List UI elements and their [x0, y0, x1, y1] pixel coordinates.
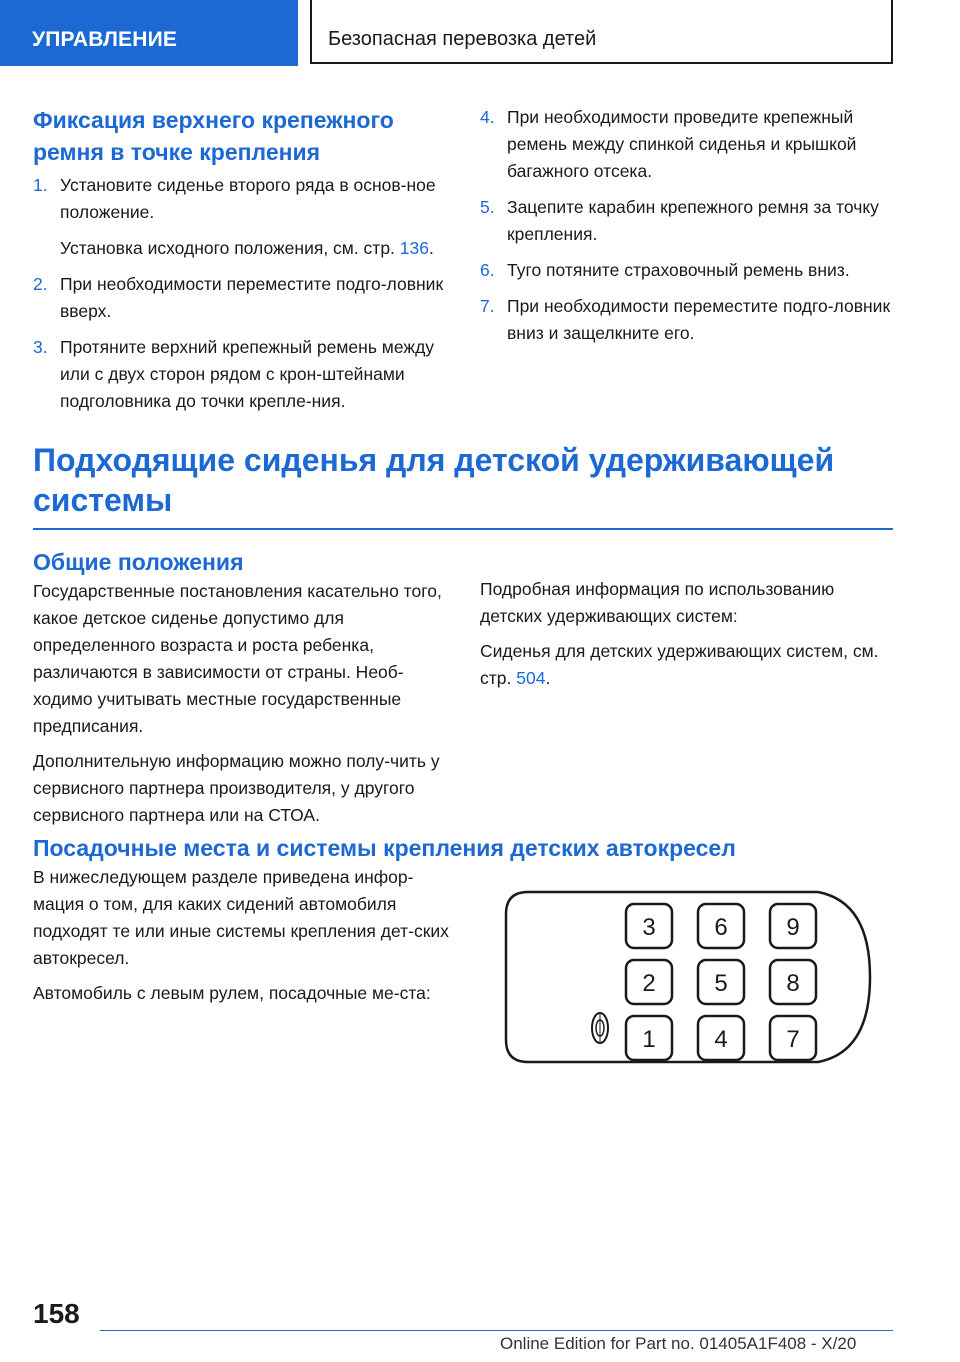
step-subtext-end: .	[428, 238, 434, 258]
seating-diagram	[488, 882, 874, 1072]
seat-label-8: 8	[786, 970, 800, 997]
tether-heading: Фиксация верхнего крепежного ремня в точке крепления	[33, 107, 394, 165]
step-number: 3.	[33, 337, 48, 357]
tether-section-right	[480, 104, 900, 356]
list-item	[33, 271, 451, 325]
step-number: 7.	[480, 296, 495, 316]
header-topic-label: Безопасная перевозка детей	[328, 28, 597, 50]
list-item	[33, 334, 451, 415]
tether-steps-list-right	[480, 104, 900, 347]
general-paragraph-1: Государственные постановления касательно того, какое детское сиденье допустимо для определенного возраста и роста ребенка, различаются в зависимости от страны. Необ-ходимо учитывать местные государственные предписания.	[33, 581, 442, 736]
header-section-label: УПРАВЛЕНИЕ	[32, 28, 178, 51]
header-topic-box	[310, 0, 893, 64]
step-text: Установите сиденье второго ряда в основ-ное положение.	[60, 175, 436, 222]
list-item	[33, 172, 451, 262]
general-paragraph-2: Дополнительную информацию можно полу-чить у сервисного партнера производителя, у другого сервисного партнера или на СТОА.	[33, 751, 440, 825]
page-link-136[interactable]: 136	[399, 238, 429, 258]
seating-paragraph-1: В нижеследующем разделе приведена инфор-мация о том, для каких сидений автомобиля подходят те или иные системы крепления дет-ских автокресел.	[33, 867, 449, 968]
list-item	[480, 194, 900, 248]
general-paragraph-3: Подробная информация по использованию детских удерживающих систем:	[480, 579, 835, 626]
step-text: При необходимости переместите подго-ловник вниз и защелкните его.	[507, 296, 891, 343]
step-text: Зацепите карабин крепежного ремня за точку крепления.	[507, 197, 879, 244]
seat-label-5: 5	[714, 970, 728, 997]
step-number: 1.	[33, 175, 48, 195]
step-text: Протяните верхний крепежный ремень между или с двух сторон рядом с крон-штейнами подголовника до точки крепле-ния.	[60, 337, 435, 411]
general-heading: Общие положения	[33, 549, 244, 575]
list-item	[480, 257, 900, 284]
tether-steps-list-left	[33, 172, 451, 415]
step-number: 2.	[33, 274, 48, 294]
tether-section-left	[33, 104, 451, 424]
step-number: 6.	[480, 260, 495, 280]
seat-label-1: 1	[642, 1026, 656, 1053]
seating-paragraph-2: Автомобиль с левым рулем, посадочные ме-ста:	[33, 983, 431, 1003]
steering-wheel-icon	[592, 1013, 608, 1043]
page-link-504[interactable]: 504	[516, 668, 546, 688]
step-text: При необходимости проведите крепежный ремень между спинкой сиденья и крышкой багажного отсека.	[507, 107, 857, 181]
general-paragraph-4-text: Сиденья для детских удерживающих систем, см. стр.	[480, 641, 879, 688]
header-section-tab	[0, 0, 298, 66]
step-number: 4.	[480, 107, 495, 127]
seat-label-2: 2	[642, 970, 656, 997]
step-number: 5.	[480, 197, 495, 217]
step-text: Туго потяните страховочный ремень вниз.	[507, 260, 850, 280]
step-text: При необходимости переместите подго-ловник вверх.	[60, 274, 444, 321]
seat-label-4: 4	[714, 1026, 728, 1053]
footer-edition: Online Edition for Part no. 01405A1F408 - X/20	[500, 1334, 857, 1353]
seat-label-9: 9	[786, 914, 800, 941]
seating-heading: Посадочные места и системы крепления детских автокресел	[33, 835, 736, 861]
main-heading: Подходящие сиденья для детской удерживающей системы	[33, 440, 893, 530]
general-paragraph-4	[480, 638, 900, 692]
list-item	[480, 293, 900, 347]
seat-label-6: 6	[714, 914, 728, 941]
footer-divider	[100, 1330, 893, 1331]
general-paragraph-4-end: .	[545, 668, 551, 688]
seating-text	[33, 864, 451, 1015]
step-subtext	[60, 235, 451, 262]
step-subtext-label: Установка исходного положения, см. стр.	[60, 238, 400, 258]
general-section-right	[480, 576, 900, 700]
seat-label-3: 3	[642, 914, 656, 941]
page-number: 158	[33, 1298, 80, 1329]
list-item	[480, 104, 900, 185]
seat-label-7: 7	[786, 1026, 800, 1053]
general-section-left	[33, 546, 451, 837]
